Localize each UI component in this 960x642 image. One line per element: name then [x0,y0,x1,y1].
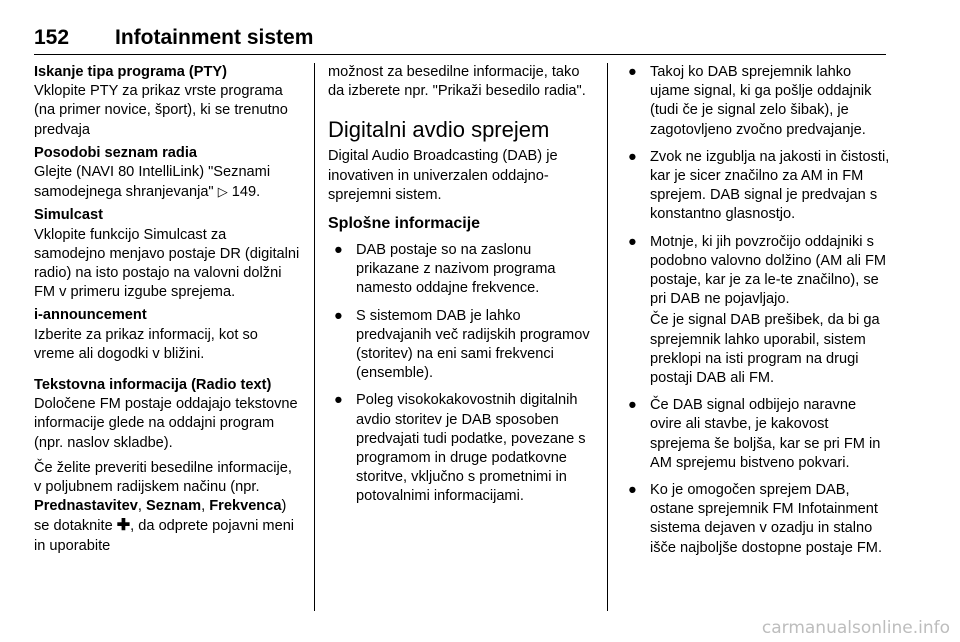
simulcast-title: Simulcast [34,207,103,224]
column-divider [607,63,608,611]
radio-text-text: Določene FM postaje oddajajo tekstovne informacije glede na oddajni program (npr. naslov skladbe). [34,396,298,451]
page-header [34,24,886,55]
section-title: Digitalni avdio sprejem [328,117,550,143]
bullet-icon: ● [334,392,343,409]
plus-icon: ✚ [116,517,131,535]
bullet-icon: ● [334,242,343,259]
pty-text: Vklopite PTY za prikaz vrste programa (na primer novice, šport), ki se trenutno predvaja [34,83,288,138]
update-list-text: Glejte (NAVI 80 IntelliLink) "Seznami samodejnega shranjevanja" ▷ 149. [34,164,271,201]
list-item: ● S sistemom DAB je lahko predvajanih več radijskih programov (storitev) na eni sami frekvenci (ensemble). [334,307,590,382]
dab-bullet-list [328,241,596,507]
continuation-text: Če je signal DAB prešibek, da bi ga sprejemnik lahko uporabil, sistem preklopi na isti program na drugi postaji DAB ali FM. [650,312,880,387]
reference-arrow-icon: ▷ [217,184,228,200]
i-announcement-title: i-announcement [34,307,147,324]
list-label: Seznam [145,498,202,515]
bullet-icon: ● [628,233,637,250]
column-divider [314,63,315,611]
list-item: ● Motnje, ki jih povzročijo oddajniki s podobno valovno dolžino (AM ali FM postaje, kar je za le-te značilno), se pri DAB ne pojavljajo. [628,233,887,308]
dab-bullet-list-3 [622,396,890,558]
pty-title: Iskanje tipa programa (PTY) [34,64,228,80]
bullet-icon: ● [628,148,637,165]
chapter-title: Infotainment sistem [115,26,314,49]
update-list-title: Posodobi seznam radia [34,144,198,161]
frequency-label: Frekvenca [209,498,282,515]
dab-bullet-list-2 [622,63,890,309]
list-item: ● Takoj ko DAB sprejemnik lahko ujame signal, ki ga pošlje oddajnik (tudi če je signal zelo šibak), je zagotovljeno zvočno predvajanje. [628,64,872,138]
dab-intro: Digital Audio Broadcasting (DAB) je inovativen in univerzalen oddajno-sprejemni sistem. [328,148,558,203]
i-announcement-text: Izberite za prikaz informacij, kot so vreme ali dogodki v bližini. [34,326,258,362]
column-1 [34,63,300,556]
list-item: ● Ko je omogočen sprejem DAB, ostane sprejemnik FM Infotainment sistema dejaven v ozadju in stalno išče najboljše dostopne postaje FM. [628,482,883,556]
watermark: carmanualsonline.info [761,618,950,638]
list-item: ● Če DAB signal odbijejo naravne ovire ali stavbe, je kakovost sprejema še boljša, kar se pri FM in AM sprejemu bistveno pokvari. [628,397,881,471]
reference-page[interactable]: 149. [231,184,261,201]
list-item: ● Zvok ne izgublja na jakosti in čistosti, kar je sicer značilno za AM in FM sprejem. DAB signal je predvajan s konstantno glasnostjo. [628,148,890,223]
column-3 [622,63,890,566]
bullet-icon: ● [334,307,343,324]
page-number: 152 [34,26,70,49]
bullet-icon: ● [628,482,637,499]
simulcast-text: Vklopite funkcijo Simulcast za samodejno menjavo postaje DR (digitalni radio) na isto postajo na valovni dolžni FM v primeru izgube sprejema. [34,226,300,301]
continued-text: možnost za besedilne informacije, tako da izberete npr. "Prikaži besedilo radia". [328,64,586,100]
list-item: ● Poleg visokokakovostnih digitalnih avdio storitev je DAB sposoben predvajati tudi podatke, povezane s programom in druge podatkovne storitve, vključno s prometnimi in potovalnimi informacijami. [334,392,586,505]
bullet-icon: ● [628,64,637,80]
bullet-icon: ● [628,397,637,414]
column-2 [328,63,596,515]
radio-text-title: Tekstovna informacija (Radio text) [34,377,272,394]
list-item: ● DAB postaje so na zaslonu prikazane z nazivom programa namesto oddajne frekvence. [334,242,556,297]
preset-label: Prednastavitev [34,498,138,515]
radio-text-instructions: Če želite preveriti besedilne informacije, v poljubnem radijskem načinu (npr. Prednastavitev, Seznam, Frekvenca) se dotaknite ✚, da odprete pojavni meni in uporabite [34,459,295,554]
general-info-title: Splošne informacije [328,215,481,233]
